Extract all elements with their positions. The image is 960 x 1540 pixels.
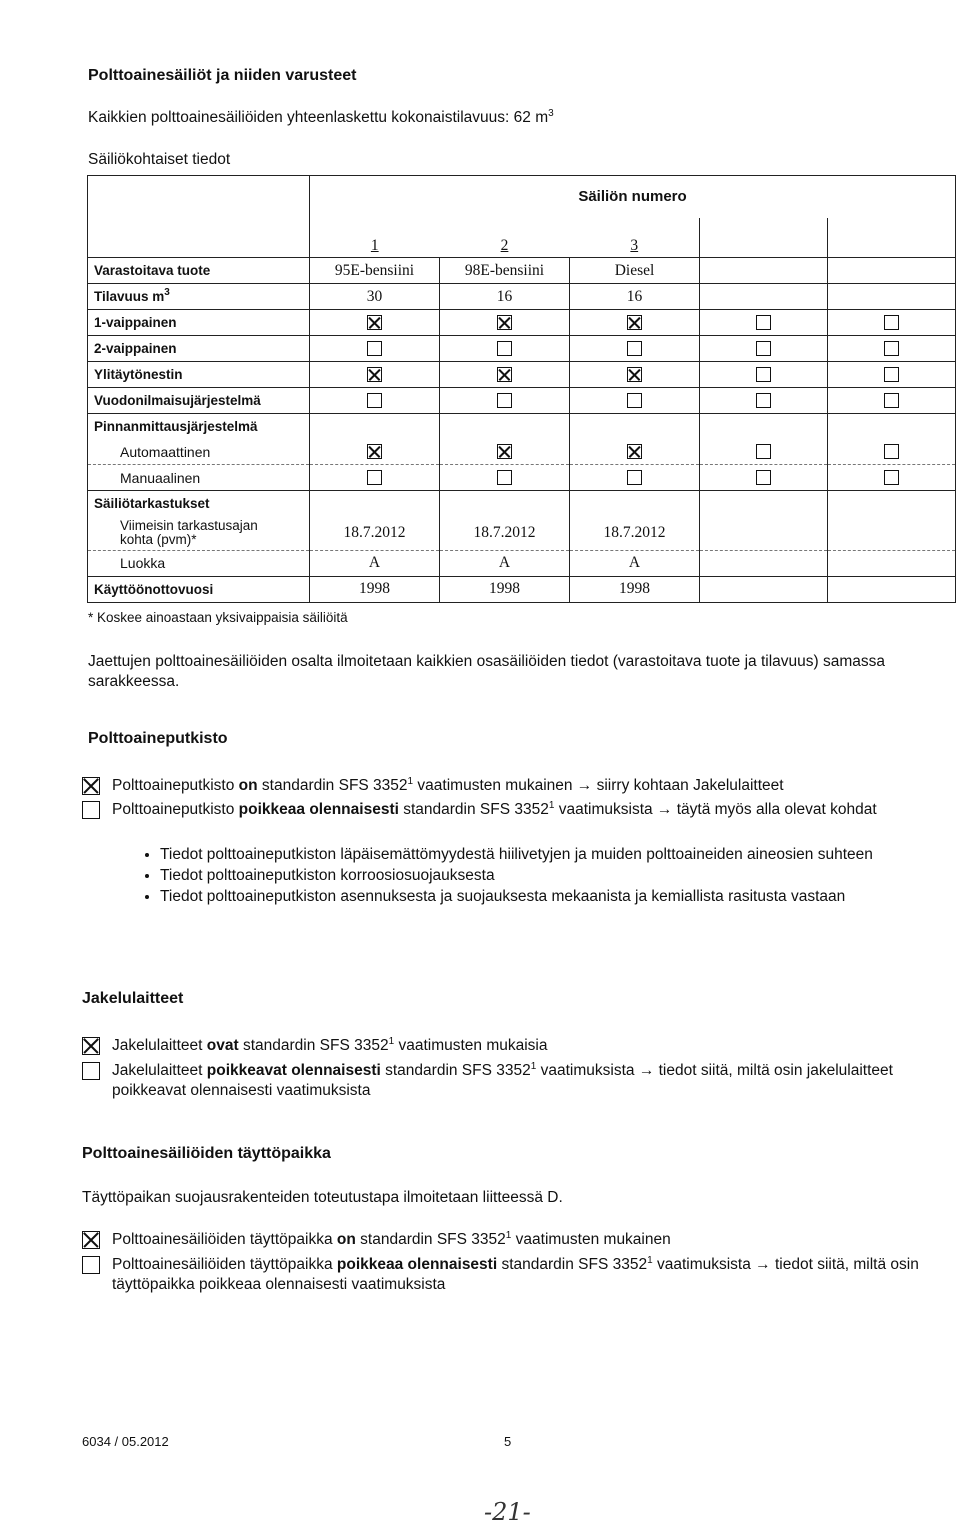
checkbox-cell (570, 439, 700, 465)
checkbox-cell (570, 465, 700, 491)
checkbox-icon[interactable] (627, 444, 642, 459)
checkbox-cell (828, 465, 956, 491)
row-label-product: Varastoitava tuote (88, 258, 310, 284)
checkbox-icon[interactable] (756, 341, 771, 356)
checkbox-icon[interactable] (497, 341, 512, 356)
checkbox-icon[interactable] (82, 1231, 100, 1249)
checkbox-icon[interactable] (627, 315, 642, 330)
checkbox-icon[interactable] (884, 470, 899, 485)
checkbox-icon[interactable] (884, 341, 899, 356)
checkbox-icon[interactable] (82, 1062, 100, 1080)
checkbox-icon[interactable] (756, 444, 771, 459)
checkbox-cell (828, 439, 956, 465)
checkbox-cell (310, 336, 440, 362)
row-label-double-wall: 2-vaippainen (88, 336, 310, 362)
checkbox-icon[interactable] (497, 393, 512, 408)
checkbox-icon[interactable] (497, 444, 512, 459)
checkbox-icon[interactable] (884, 315, 899, 330)
checkbox-icon[interactable] (756, 470, 771, 485)
section-title-dispensers: Jakelulaitteet (82, 990, 184, 1007)
row-label-commissioning: Käyttöönottovuosi (88, 576, 310, 602)
checkbox-cell (828, 310, 956, 336)
section-title-tanks: Polttoainesäiliöt ja niiden varusteet (88, 67, 357, 84)
commissioning-2: 1998 (440, 576, 570, 602)
volume-3: 16 (570, 284, 700, 310)
section-title-filling: Polttoainesäiliöiden täyttöpaikka (82, 1145, 331, 1162)
product-2: 98E-bensiini (440, 258, 570, 284)
checkbox-cell (570, 388, 700, 414)
checkbox-cell (440, 388, 570, 414)
checkbox-icon[interactable] (367, 470, 382, 485)
checkbox-cell (700, 310, 828, 336)
checkbox-cell (828, 362, 956, 388)
row-label-last-inspection: Viimeisin tarkastusajan kohta (pvm)* (88, 516, 310, 550)
section-title-piping: Polttoaineputkisto (88, 730, 228, 747)
checkbox-cell (700, 362, 828, 388)
shared-tanks-note: Jaettujen polttoainesäiliöiden osalta ilmoitetaan kaikkien osasäiliöiden tiedot (varastoitava tuote ja tilavuus) samassa sarakkeessa. (88, 653, 885, 690)
commissioning-1: 1998 (310, 576, 440, 602)
checkbox-icon[interactable] (82, 1037, 100, 1055)
tank-number-3: 3 (570, 218, 700, 258)
checkbox-cell (570, 362, 700, 388)
row-label-single-wall: 1-vaippainen (88, 310, 310, 336)
checkbox-icon[interactable] (884, 444, 899, 459)
list-item: • Tiedot polttoaineputkiston läpäisemättömyydestä hiilivetyjen ja muiden polttoaineiden aineosien suhteen (160, 845, 920, 865)
total-capacity: Kaikkien polttoainesäiliöiden yhteenlaskettu kokonaistilavuus: 62 $m^3$ (88, 108, 554, 126)
checkbox-icon[interactable] (884, 393, 899, 408)
product-3: Diesel (570, 258, 700, 284)
inspection-date-2: 18.7.2012 (440, 516, 570, 550)
checkbox-cell (440, 336, 570, 362)
product-1: 95E-bensiini (310, 258, 440, 284)
tank-details-label: Säiliökohtaiset tiedot (88, 151, 231, 168)
tank-table (87, 175, 956, 603)
checkbox-icon[interactable] (497, 367, 512, 382)
piping-bullets (128, 845, 920, 908)
checkbox-cell (310, 362, 440, 388)
checkbox-icon[interactable] (627, 341, 642, 356)
checkbox-icon[interactable] (367, 367, 382, 382)
checkbox-icon[interactable] (756, 367, 771, 382)
checkbox-cell (440, 310, 570, 336)
page-number: 5 (504, 1434, 512, 1449)
checkbox-icon[interactable] (497, 315, 512, 330)
checkbox-icon[interactable] (756, 315, 771, 330)
checkbox-icon[interactable] (756, 393, 771, 408)
checkbox-icon[interactable] (367, 341, 382, 356)
checkbox-cell (440, 439, 570, 465)
checkbox-cell (310, 465, 440, 491)
class-1: A (310, 550, 440, 576)
list-item: • Tiedot polttoaineputkiston korroosiosuojauksesta (160, 866, 920, 886)
checkbox-icon[interactable] (367, 444, 382, 459)
row-label-level-system: Pinnanmittausjärjestelmä (88, 414, 310, 440)
checkbox-cell (700, 465, 828, 491)
checkbox-cell (440, 362, 570, 388)
row-label-class: Luokka (88, 550, 310, 576)
list-item: • Tiedot polttoaineputkiston asennuksesta ja suojauksesta mekaanista ja kemiallista rasitusta vastaan (160, 887, 920, 907)
tank-number-header: Säiliön numero (310, 176, 956, 218)
checkbox-icon[interactable] (884, 367, 899, 382)
checkbox-cell (440, 465, 570, 491)
checkbox-icon[interactable] (367, 393, 382, 408)
tank-number-1: 1 (310, 218, 440, 258)
checkbox-icon[interactable] (497, 470, 512, 485)
row-label-inspections: Säiliötarkastukset (88, 491, 310, 517)
handwritten-page-mark: -21- (484, 1498, 531, 1526)
row-label-leak-detection: Vuodonilmaisujärjestelmä (88, 388, 310, 414)
table-footnote: * Koskee ainoastaan yksivaippaisia säiliöitä (88, 610, 348, 625)
checkbox-cell (310, 388, 440, 414)
checkbox-cell (310, 439, 440, 465)
inspection-date-1: 18.7.2012 (310, 516, 440, 550)
checkbox-cell (570, 336, 700, 362)
inspection-date-3: 18.7.2012 (570, 516, 700, 550)
form-code: 6034 / 05.2012 (82, 1434, 169, 1449)
commissioning-3: 1998 (570, 576, 700, 602)
volume-1: 30 (310, 284, 440, 310)
checkbox-icon[interactable] (367, 315, 382, 330)
row-label-overfill: Ylitäytönestin (88, 362, 310, 388)
checkbox-icon[interactable] (627, 367, 642, 382)
checkbox-icon[interactable] (82, 777, 100, 795)
tank-number-2: 2 (440, 218, 570, 258)
row-label-volume: Tilavuus $m^3$ (88, 284, 310, 310)
checkbox-cell (700, 336, 828, 362)
volume-2: 16 (440, 284, 570, 310)
filling-intro: Täyttöpaikan suojausrakenteiden toteutustapa ilmoitetaan liitteessä D. (82, 1189, 563, 1206)
checkbox-cell (700, 388, 828, 414)
checkbox-cell (828, 388, 956, 414)
checkbox-cell (310, 310, 440, 336)
class-3: A (570, 550, 700, 576)
checkbox-cell (570, 310, 700, 336)
checkbox-cell (828, 336, 956, 362)
row-label-automatic: Automaattinen (88, 439, 310, 465)
checkbox-icon[interactable] (82, 1256, 100, 1274)
checkbox-cell (700, 439, 828, 465)
checkbox-icon[interactable] (627, 470, 642, 485)
checkbox-icon[interactable] (82, 801, 100, 819)
class-2: A (440, 550, 570, 576)
row-label-manual: Manuaalinen (88, 465, 310, 491)
checkbox-icon[interactable] (627, 393, 642, 408)
